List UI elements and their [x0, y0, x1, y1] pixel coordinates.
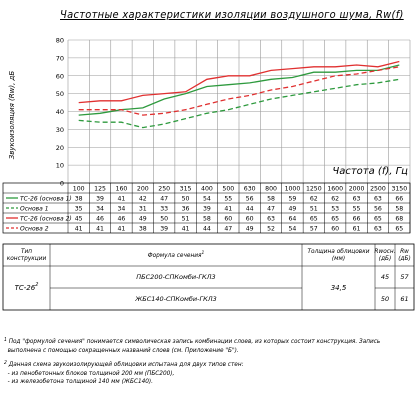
footnote-2-item-1: - из пенобетонных блоков толщиной 200 мм (ПБС200),	[7, 368, 175, 377]
data-label: 63	[374, 195, 382, 203]
data-label: 65	[395, 225, 404, 233]
data-label: 41	[117, 195, 126, 203]
data-label: 52	[267, 225, 275, 233]
data-label: 55	[224, 195, 233, 203]
legend-label-4: Основа 2	[20, 225, 49, 233]
data-label: 50	[160, 215, 169, 223]
data-label: 41	[181, 225, 190, 233]
data-label: 68	[395, 215, 404, 223]
spec-type-name: $ТС-26^2$	[14, 282, 39, 292]
spec-header-type-2: конструкции	[6, 256, 47, 262]
data-label: 45	[74, 215, 83, 223]
data-label: 34	[117, 205, 126, 213]
data-label: 65	[309, 215, 318, 223]
legend-label-2: Основа 1	[20, 205, 49, 213]
data-label: 63	[374, 225, 382, 233]
spec-header-thickness: Толщина облицовки	[307, 249, 370, 255]
data-label: 42	[138, 195, 147, 203]
x-tick-label: 200	[136, 185, 149, 193]
spec-thickness-value: 34,5	[330, 284, 347, 292]
data-label: 61	[352, 225, 361, 233]
spec-table	[3, 244, 414, 310]
data-label: 44	[245, 205, 254, 213]
x-tick-label: 100	[72, 185, 85, 193]
y-axis-label: Звукоизоляция (Rw), дБ	[8, 70, 16, 160]
data-label: 60	[224, 215, 233, 223]
footnote-1-cont: выполнена с помощью сокращенных названий слоев (см. Приложение "Б").	[7, 345, 239, 354]
data-label: 54	[288, 225, 297, 233]
data-label: 46	[96, 215, 104, 223]
x-tick-label: 1600	[327, 185, 344, 193]
data-label: 66	[395, 195, 404, 203]
data-label: 50	[181, 195, 190, 203]
spec-rw-2: 61	[400, 295, 409, 303]
data-label: 62	[331, 195, 340, 203]
data-label: 53	[331, 205, 340, 213]
data-label: 39	[203, 205, 211, 213]
data-label: 64	[288, 215, 297, 223]
x-tick-label: 2500	[370, 185, 386, 193]
x-tick-label: 125	[94, 185, 106, 193]
spec-header-rw-unit: (дБ)	[398, 256, 411, 262]
data-label: 62	[309, 195, 318, 203]
y-tick-label: 50	[55, 90, 64, 99]
y-tick-label: 60	[55, 72, 64, 81]
data-label: 41	[96, 225, 104, 233]
grid	[68, 40, 410, 183]
y-tick-label: 10	[55, 161, 64, 170]
spec-rw-base-2: 50	[380, 295, 390, 303]
data-label: 60	[331, 225, 340, 233]
data-label: 36	[181, 205, 190, 213]
data-label: 49	[138, 215, 147, 223]
data-label: 41	[117, 225, 126, 233]
data-label: 58	[395, 205, 404, 213]
data-label: 41	[74, 225, 83, 233]
data-label: 51	[309, 205, 318, 213]
spec-header-rw: Rw	[400, 249, 409, 255]
chart-title: Частотные характеристики изоляции воздушного шума, Rw(f)	[60, 8, 404, 21]
x-tick-label: 2000	[348, 185, 365, 193]
data-label: 58	[267, 195, 275, 203]
spec-rw-base-1: 45	[380, 273, 390, 281]
data-label: 56	[374, 205, 382, 213]
data-label: 33	[160, 205, 169, 213]
y-tick-label: 0	[59, 179, 64, 188]
data-label: 57	[309, 225, 318, 233]
spec-formula-2: ЖБС140-СПКомби-ГКЛ3	[135, 295, 217, 303]
y-ticks	[56, 37, 64, 188]
x-tick-label: 250	[158, 185, 171, 193]
spec-header-rw-base: Rwосн.	[374, 249, 396, 255]
data-label: 63	[267, 215, 275, 223]
y-tick-label: 20	[55, 143, 64, 152]
data-label: 41	[224, 205, 233, 213]
y-tick-label: 40	[55, 108, 64, 116]
data-label: 34	[96, 205, 104, 213]
data-label: 47	[224, 225, 233, 233]
data-table	[3, 183, 410, 233]
data-label: 54	[203, 195, 211, 203]
data-label: 44	[203, 225, 211, 233]
data-label: 47	[160, 195, 169, 203]
data-label: 49	[288, 205, 297, 213]
x-tick-label: 315	[179, 185, 192, 193]
data-label: 39	[96, 195, 104, 203]
data-label: 38	[74, 195, 83, 203]
y-tick-label: 70	[55, 54, 64, 63]
data-label: 49	[245, 225, 254, 233]
y-tick-label: 30	[55, 125, 64, 134]
x-tick-label: 800	[265, 185, 277, 193]
data-label: 39	[160, 225, 169, 233]
data-label: 59	[288, 195, 297, 203]
data-label: 46	[117, 215, 126, 223]
spec-header-formula: Формула сечения$^1$	[147, 251, 205, 259]
footnote-2-item-2: - из железобетона толщиной 140 мм (ЖБС140).	[7, 377, 154, 386]
spec-formula-1: ПБС200-СПКомби-ГКЛ3	[136, 273, 216, 281]
spec-header-type: Тип	[20, 249, 33, 255]
y-tick-label: 80	[55, 36, 64, 45]
footnote-2: $^2$ Данная схема звукоизолирующей облицовки испытана для двух типов стен:	[4, 360, 244, 369]
data-label: 63	[352, 195, 361, 203]
x-tick-label: 400	[201, 185, 213, 193]
data-label: 31	[138, 205, 147, 213]
legend-label-3: ТС-26 (основа 2)	[20, 215, 72, 223]
data-label: 58	[203, 215, 211, 223]
data-label: 60	[245, 215, 254, 223]
footnote-1: $^1$ Под "формулой сечения" понимается символическая запись комбинации слоев, из которых состоит конструкция. Запись	[4, 337, 381, 345]
spec-rw-1: 57	[400, 273, 409, 281]
data-label: 66	[352, 215, 361, 223]
spec-header-rw-base-unit: (дБ)	[378, 256, 392, 262]
x-tick-label: 1250	[305, 185, 322, 193]
data-label: 65	[374, 215, 382, 223]
x-tick-label: 160	[115, 185, 128, 193]
data-label: 38	[138, 225, 147, 233]
legend-label-1: ТС-26 (основа 1)	[20, 195, 72, 203]
x-tick-label: 1000	[284, 185, 301, 193]
x-tick-label: 630	[243, 185, 256, 193]
x-tick-label: 500	[222, 185, 235, 193]
data-label: 35	[74, 205, 83, 213]
data-label: 65	[331, 215, 340, 223]
data-label: 56	[245, 195, 254, 203]
x-axis-label: Частота (f), Гц	[332, 166, 408, 177]
x-tick-label: 3150	[391, 185, 408, 193]
data-label: 47	[267, 205, 275, 213]
data-label: 55	[352, 205, 361, 213]
data-label: 51	[181, 215, 190, 223]
footnotes	[4, 336, 416, 386]
spec-header-thickness-unit: (мм)	[331, 256, 346, 262]
